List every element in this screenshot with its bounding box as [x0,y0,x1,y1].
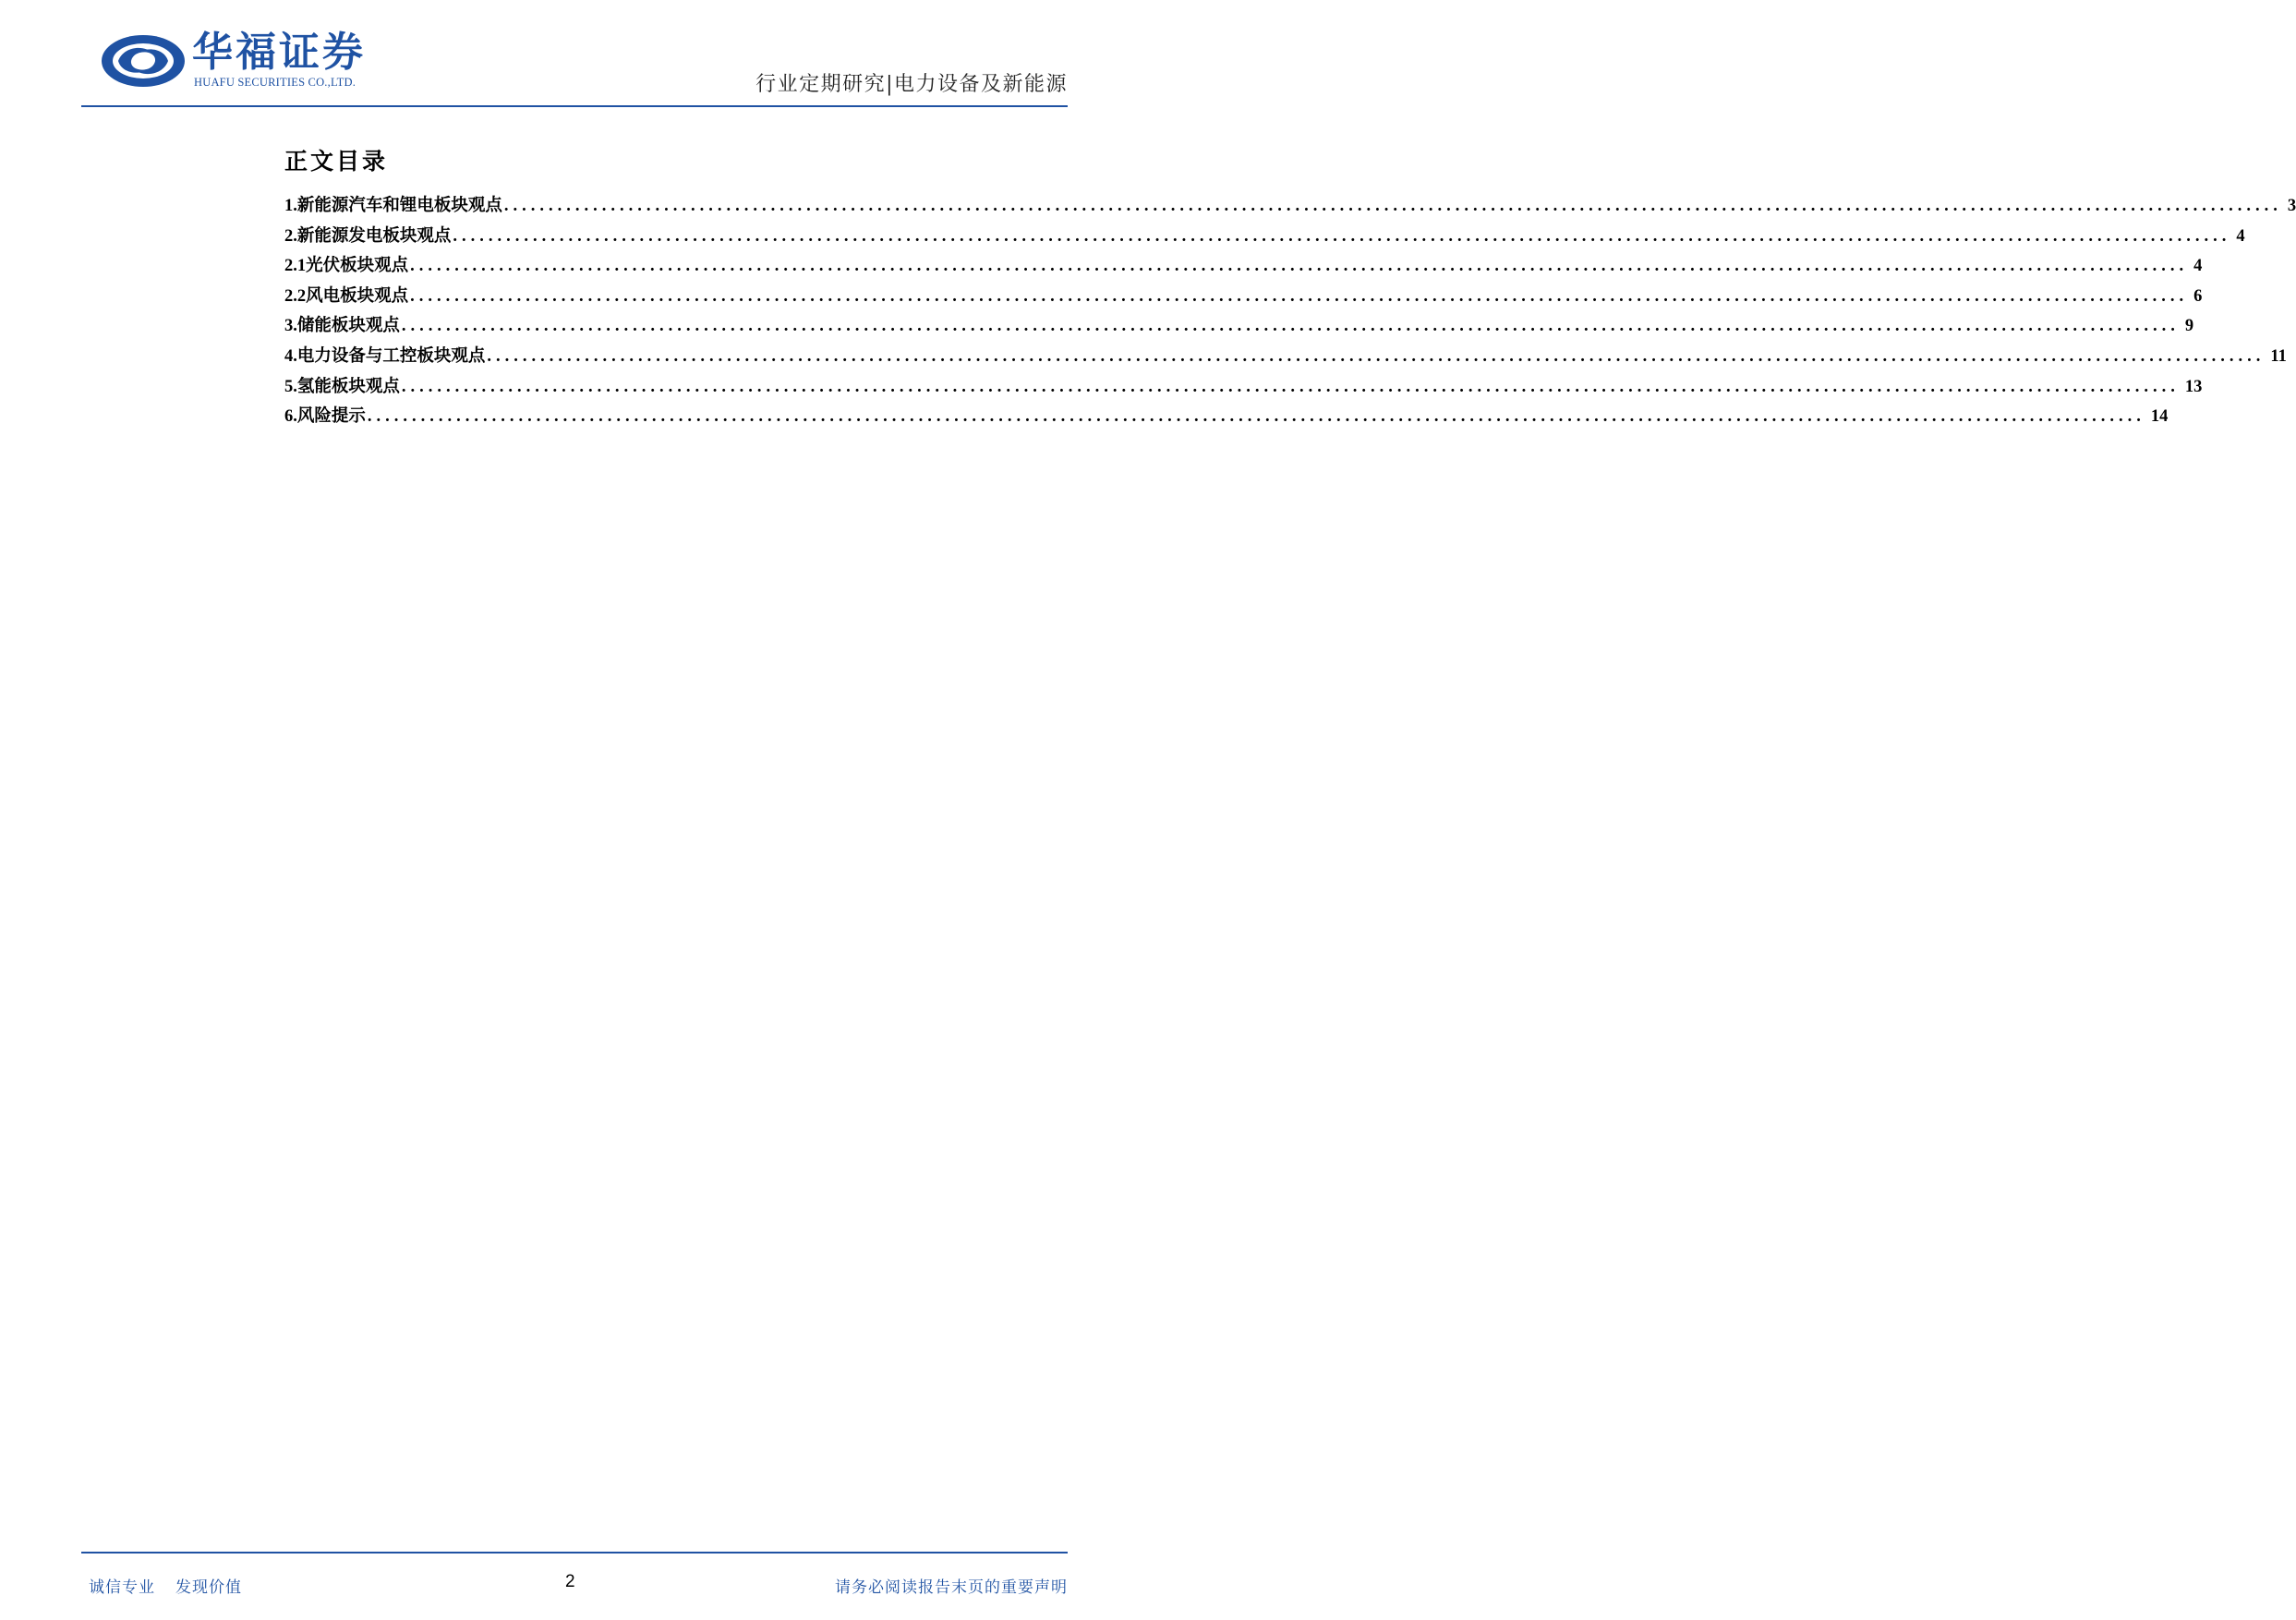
toc-leader-dots: ........................................................................................................................................................................................................ [503,197,2282,215]
footer-slogan [89,1574,242,1597]
toc-item-title: 电力设备与工控板块观点 [296,345,486,366]
toc-item-number: 2. [284,226,297,246]
toc-item-page: 4 [2193,257,2203,276]
toc-item-title: 储能板块观点 [296,316,400,336]
footer-slogan-2: 发现价值 [175,1578,242,1597]
toc-leader-dots: ........................................................................................................................................................................................................ [487,346,2266,366]
toc-leader-dots: ........................................................................................................................................................................................................ [453,226,2231,246]
toc-item-page: 3 [2287,197,2296,215]
footer-slogan-1: 诚信专业 [89,1578,155,1597]
report-type: 行业定期研究|电力设备及新能源 [755,73,1068,96]
toc-item-title: 风电板块观点 [306,285,409,306]
toc-item-number: 5. [284,377,297,396]
toc-item-number: 3. [284,317,297,336]
logo-chinese-name: 华福证券 [192,29,366,76]
header-divider [81,105,1068,107]
footer-divider [81,1552,1068,1554]
toc-leader-dots: ........................................................................................................................................................................................................ [410,286,2189,306]
toc-leader-dots: ........................................................................................................................................................................................................ [401,377,2180,396]
toc-item-page: 14 [2150,407,2169,427]
toc-item[interactable] [284,373,2203,404]
page-number: 2 [565,1572,575,1591]
toc-item-page: 4 [2236,226,2245,246]
toc-item[interactable] [284,252,2203,283]
huafu-logo [100,28,469,92]
toc-item-number: 1. [284,197,297,215]
toc-item-page: 6 [2193,286,2203,306]
toc-item-title: 氢能板块观点 [296,376,400,396]
page-header [81,26,1068,107]
toc-item[interactable] [284,283,2203,313]
toc-item-title: 新能源发电板块观点 [296,225,452,246]
toc-item-number: 2.2 [284,286,307,306]
toc-item-number: 6. [284,407,297,427]
table-of-contents [284,146,2296,433]
toc-item[interactable] [284,192,2296,223]
toc-leader-dots: ........................................................................................................................................................................................................ [401,317,2180,336]
toc-leader-dots: ........................................................................................................................................................................................................ [367,407,2145,427]
toc-item-title: 风险提示 [296,406,366,427]
toc-title: 正文目录 [284,148,389,175]
footer-disclaimer: 请务必阅读报告末页的重要声明 [835,1578,1068,1597]
huafu-logo-icon [100,33,187,89]
toc-item-page: 9 [2184,317,2194,336]
toc-item[interactable] [284,343,2287,373]
toc-item[interactable] [284,223,2245,253]
toc-leader-dots: ........................................................................................................................................................................................................ [410,257,2189,276]
logo-english-name: HUAFU SECURITIES CO.,LTD. [194,76,356,89]
toc-item-number: 2.1 [284,257,307,276]
toc-item-number: 4. [284,346,297,366]
toc-item[interactable] [284,312,2194,343]
toc-item-title: 光伏板块观点 [306,256,409,276]
toc-item-title: 新能源汽车和锂电板块观点 [296,196,502,215]
toc-item-page: 11 [2270,346,2287,366]
toc-item-page: 13 [2184,377,2203,396]
toc-item[interactable] [284,403,2169,433]
